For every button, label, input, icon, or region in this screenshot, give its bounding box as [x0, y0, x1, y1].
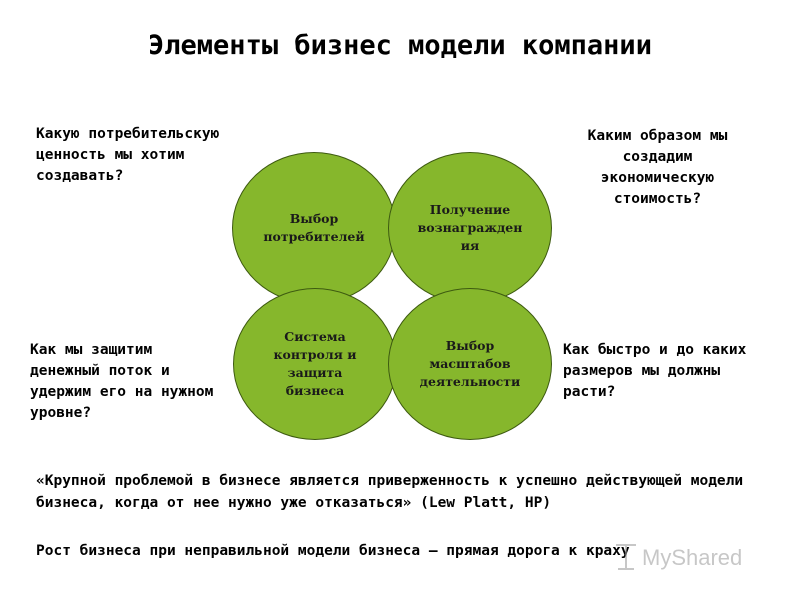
question-growth-scale: Как быстро и до каких размеров мы должны расти?: [563, 342, 747, 400]
watermark-text: MyShared: [642, 545, 743, 570]
question-cash-flow-protection: Как мы защитим денежный поток и удержим его на нужном уровне?: [30, 342, 214, 421]
circle-value-capture: [388, 152, 552, 304]
question-economic-value: Каким образом мы создадим экономическую стоимость?: [587, 128, 728, 207]
circle-label: Система контроля и защита бизнеса: [273, 329, 357, 398]
circle-label: Получение вознагражден ия: [417, 202, 523, 253]
circle-customer-selection: [232, 152, 396, 304]
quote-lew-platt: «Крупной проблемой в бизнесе является приверженность к успешно действующей модели бизнеса, когда от нее нужно уже отказаться» (Lew Platt, HP): [36, 473, 744, 511]
slide-title: Элементы бизнес модели компании: [148, 30, 652, 61]
circle-label: Выбор потребителей: [263, 211, 365, 244]
circle-scope-selection: [388, 288, 552, 440]
circle-label: Выбор масштабов деятельности: [419, 338, 521, 389]
watermark-logo: [612, 537, 772, 577]
circle-strategic-control: [233, 288, 397, 440]
conclusion-note: Рост бизнеса при неправильной модели бизнеса – прямая дорога к краху: [36, 543, 630, 559]
question-value-proposition: Какую потребительскую ценность мы хотим создавать?: [36, 126, 220, 184]
